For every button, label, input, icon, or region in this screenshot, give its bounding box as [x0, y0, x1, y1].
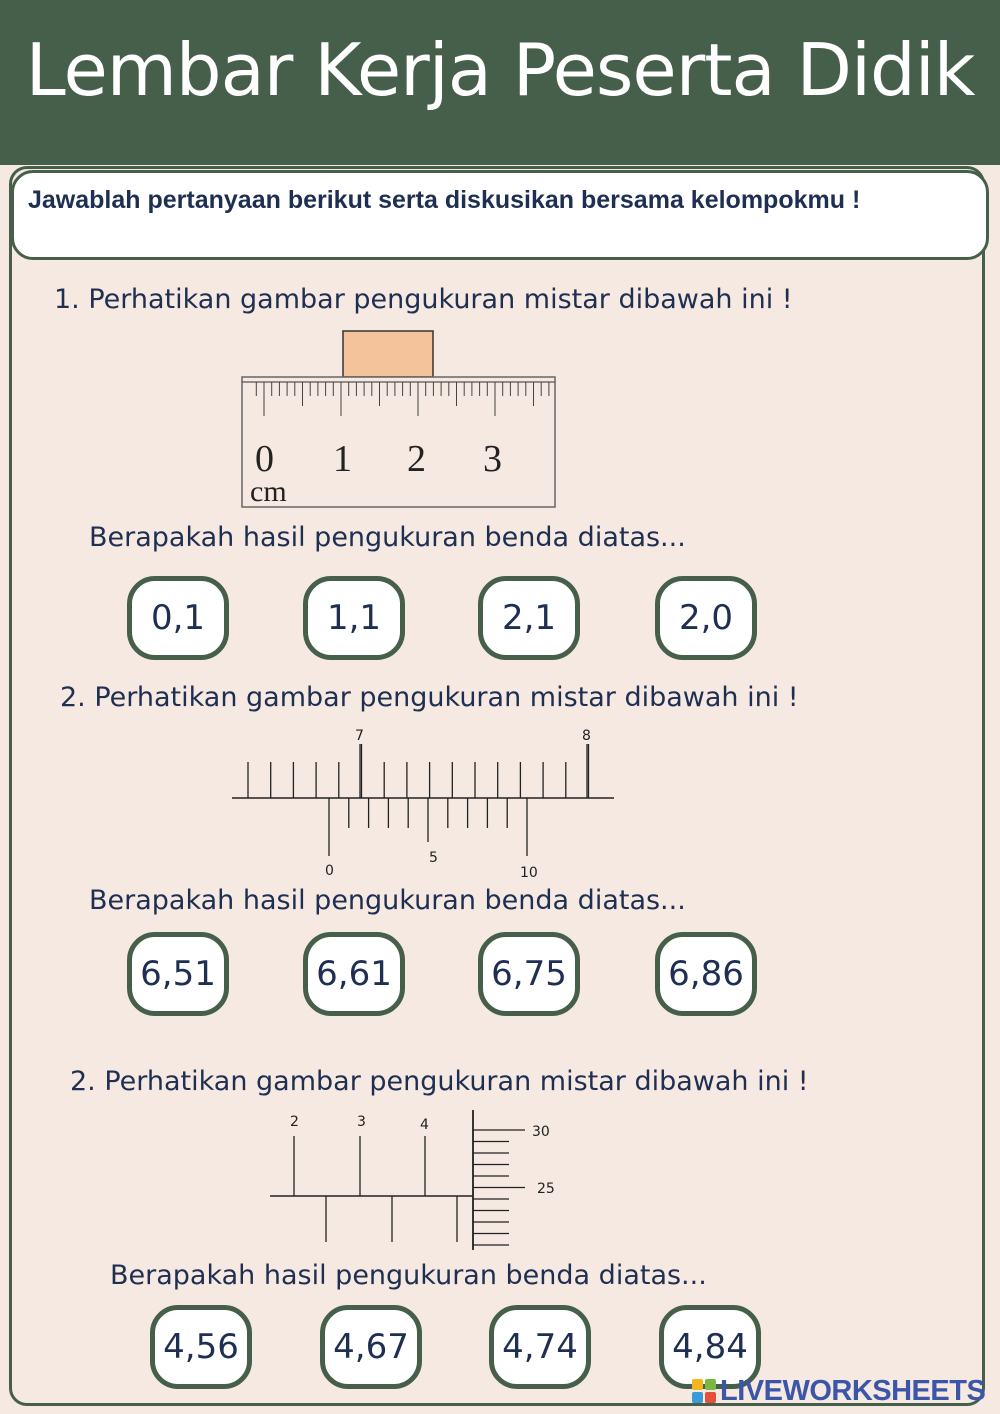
q3-option-2[interactable]: 4,67	[320, 1305, 422, 1389]
thimble-ticks	[473, 1130, 525, 1245]
vernier-caliper-figure	[230, 722, 616, 882]
main-scale-ticks	[248, 744, 589, 798]
main-label-7: 7	[355, 728, 364, 744]
q3-option-1[interactable]: 4,56	[150, 1305, 252, 1389]
q2-option-1[interactable]: 6,51	[127, 932, 229, 1016]
liveworksheets-brand[interactable]	[692, 1374, 985, 1408]
sleeve-label-2: 2	[290, 1114, 299, 1130]
vernier-label-5: 5	[429, 850, 438, 866]
page-title: Lembar Kerja Peserta Didik	[25, 28, 975, 112]
question-3-ask: Berapakah hasil pengukuran benda diatas...	[110, 1260, 707, 1291]
main-label-8: 8	[582, 728, 591, 744]
micrometer-figure	[268, 1108, 568, 1254]
question-3-prompt: 2. Perhatikan gambar pengukuran mistar dibawah ini !	[70, 1066, 809, 1097]
ruler-number-2: 2	[407, 438, 426, 480]
sleeve-ticks	[294, 1136, 457, 1242]
ruler-body	[242, 377, 555, 507]
vernier-label-0: 0	[325, 863, 334, 879]
ruler-number-1: 1	[333, 438, 352, 480]
instruction-box	[11, 170, 989, 260]
question-1-ask: Berapakah hasil pengukuran benda diatas...	[89, 522, 686, 553]
q3-option-3[interactable]: 4,74	[489, 1305, 591, 1389]
liveworksheets-logo-icon	[692, 1379, 716, 1403]
q2-option-3[interactable]: 6,75	[478, 932, 580, 1016]
instruction-text: Jawablah pertanyaan berikut serta diskusikan bersama kelompokmu !	[28, 186, 861, 214]
question-2-prompt: 2. Perhatikan gambar pengukuran mistar dibawah ini !	[60, 682, 799, 713]
thimble-label-30: 30	[532, 1124, 550, 1140]
ruler-unit: cm	[250, 475, 287, 508]
question-1-prompt: 1. Perhatikan gambar pengukuran mistar dibawah ini !	[54, 284, 793, 315]
thimble-label-25: 25	[537, 1181, 555, 1197]
q1-option-3[interactable]: 2,1	[478, 576, 580, 660]
sleeve-label-3: 3	[357, 1114, 366, 1130]
sleeve-label-4: 4	[420, 1117, 429, 1133]
q1-option-2[interactable]: 1,1	[303, 576, 405, 660]
q3-option-4[interactable]: 4,84	[659, 1305, 761, 1389]
brand-text: LIVEWORKSHEETS	[720, 1374, 986, 1407]
ruler-figure	[238, 328, 560, 512]
measured-object	[343, 331, 433, 377]
q2-option-4[interactable]: 6,86	[655, 932, 757, 1016]
ruler-number-0: 0	[255, 438, 274, 480]
question-2-ask: Berapakah hasil pengukuran benda diatas...	[89, 885, 686, 916]
ruler-number-3: 3	[483, 438, 502, 480]
q1-option-4[interactable]: 2,0	[655, 576, 757, 660]
vernier-label-10: 10	[520, 865, 538, 881]
vernier-scale-ticks	[329, 798, 527, 856]
q1-option-1[interactable]: 0,1	[127, 576, 229, 660]
q2-option-2[interactable]: 6,61	[303, 932, 405, 1016]
